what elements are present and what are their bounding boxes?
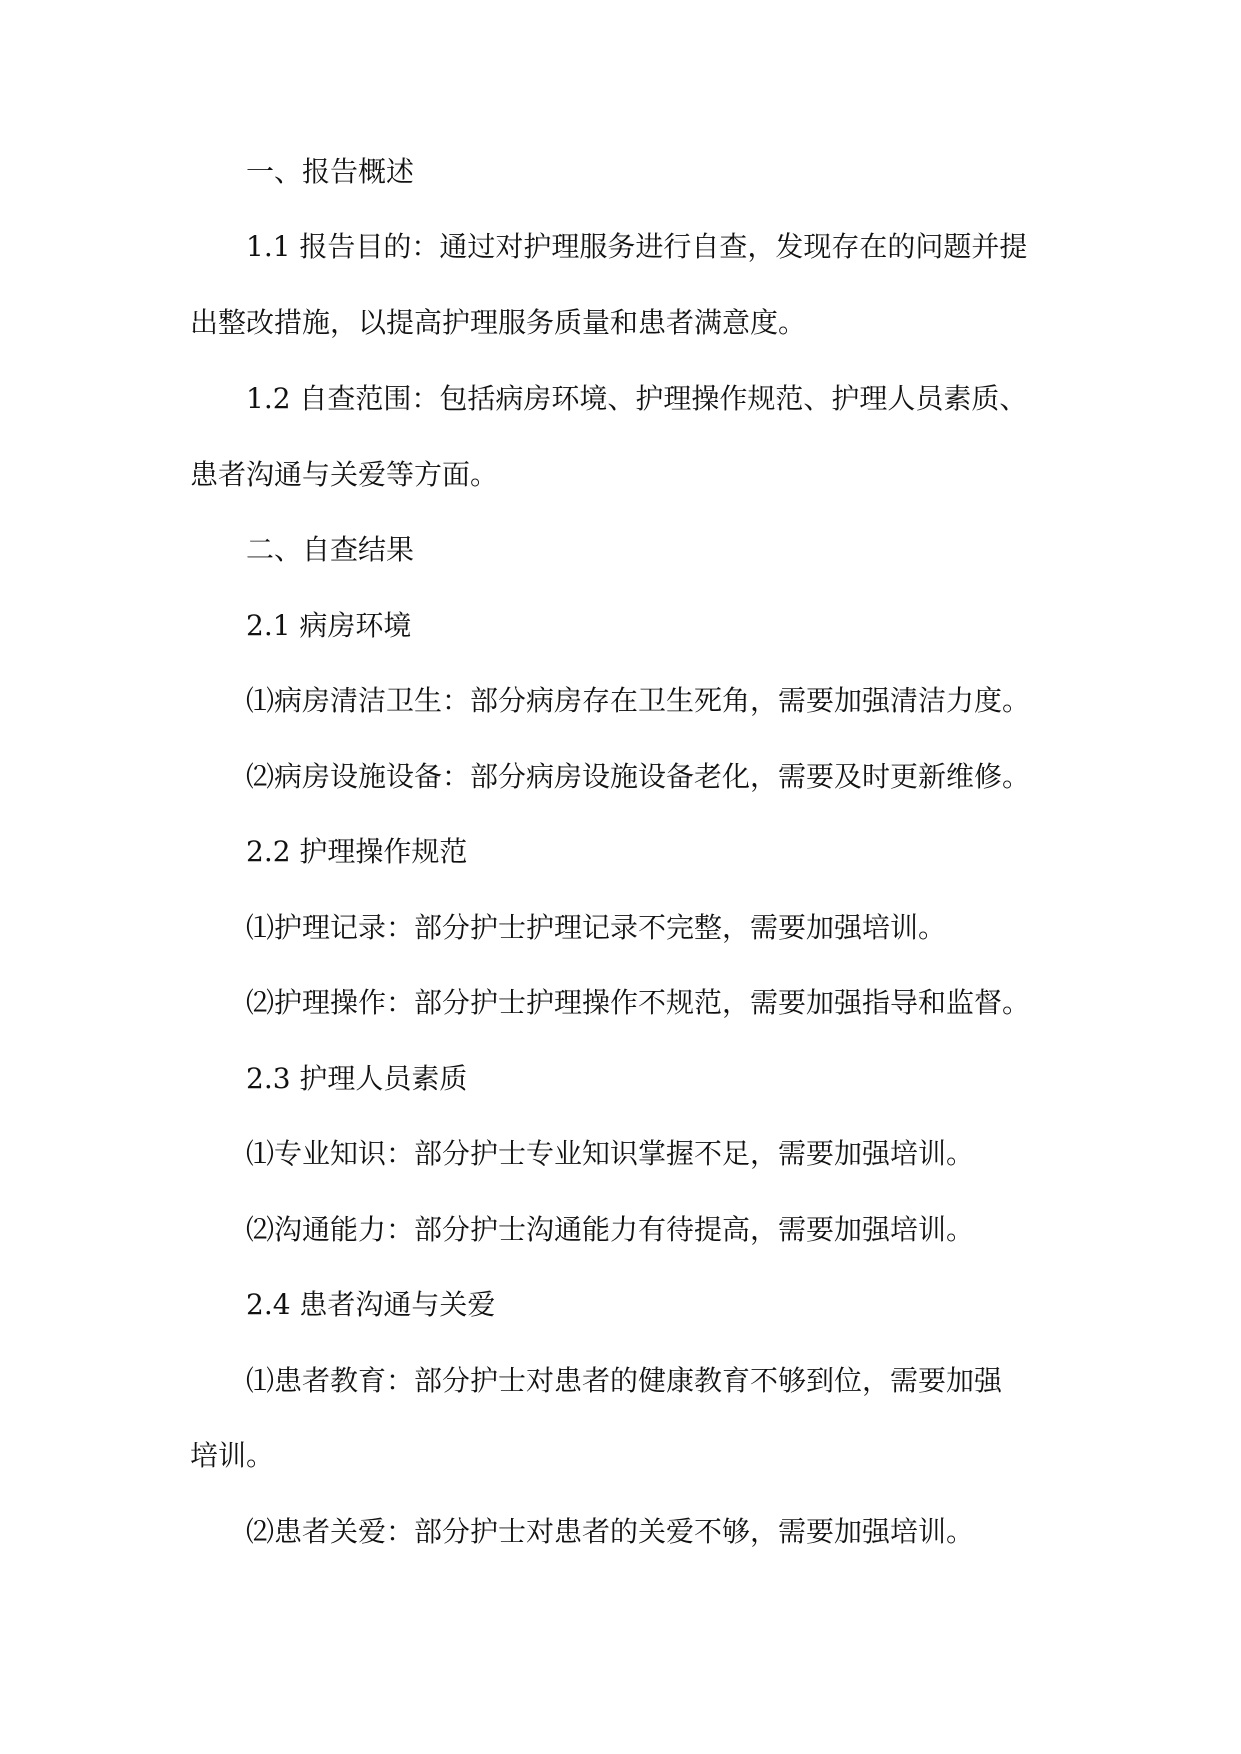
list-item-ward-cleaning: ⑴病房清洁卫生：部分病房存在卫生死角，需要加强清洁力度。	[246, 684, 1031, 717]
section-heading-results: 二、自查结果	[246, 533, 415, 566]
section-heading-overview: 一、报告概述	[246, 155, 415, 188]
list-item-ward-facilities: ⑵病房设施设备：部分病房设施设备老化，需要及时更新维修。	[246, 760, 1031, 793]
list-item-nursing-records: ⑴护理记录：部分护士护理记录不完整，需要加强培训。	[246, 911, 947, 944]
paragraph-inspection-scope-continued: 患者沟通与关爱等方面。	[190, 458, 499, 491]
paragraph-report-purpose-continued: 出整改措施，以提高护理服务质量和患者满意度。	[190, 306, 807, 339]
subsection-heading-staff-quality: 2.3 护理人员素质	[246, 1062, 468, 1095]
subsection-heading-ward-environment: 2.1 病房环境	[246, 609, 412, 642]
subsection-heading-nursing-operations: 2.2 护理操作规范	[246, 835, 468, 868]
subsection-heading-patient-care: 2.4 患者沟通与关爱	[246, 1288, 496, 1321]
list-item-patient-care: ⑵患者关爱：部分护士对患者的关爱不够，需要加强培训。	[246, 1515, 975, 1548]
paragraph-report-purpose: 1.1 报告目的：通过对护理服务进行自查，发现存在的问题并提	[246, 230, 1028, 263]
list-item-professional-knowledge: ⑴专业知识：部分护士专业知识掌握不足，需要加强培训。	[246, 1137, 975, 1170]
paragraph-inspection-scope: 1.2 自查范围：包括病房环境、护理操作规范、护理人员素质、	[246, 382, 1028, 415]
list-item-patient-education-continued: 培训。	[190, 1439, 275, 1472]
list-item-nursing-procedures: ⑵护理操作：部分护士护理操作不规范，需要加强指导和监督。	[246, 986, 1031, 1019]
list-item-communication-skills: ⑵沟通能力：部分护士沟通能力有待提高，需要加强培训。	[246, 1213, 975, 1246]
list-item-patient-education: ⑴患者教育：部分护士对患者的健康教育不够到位，需要加强	[246, 1364, 1003, 1397]
